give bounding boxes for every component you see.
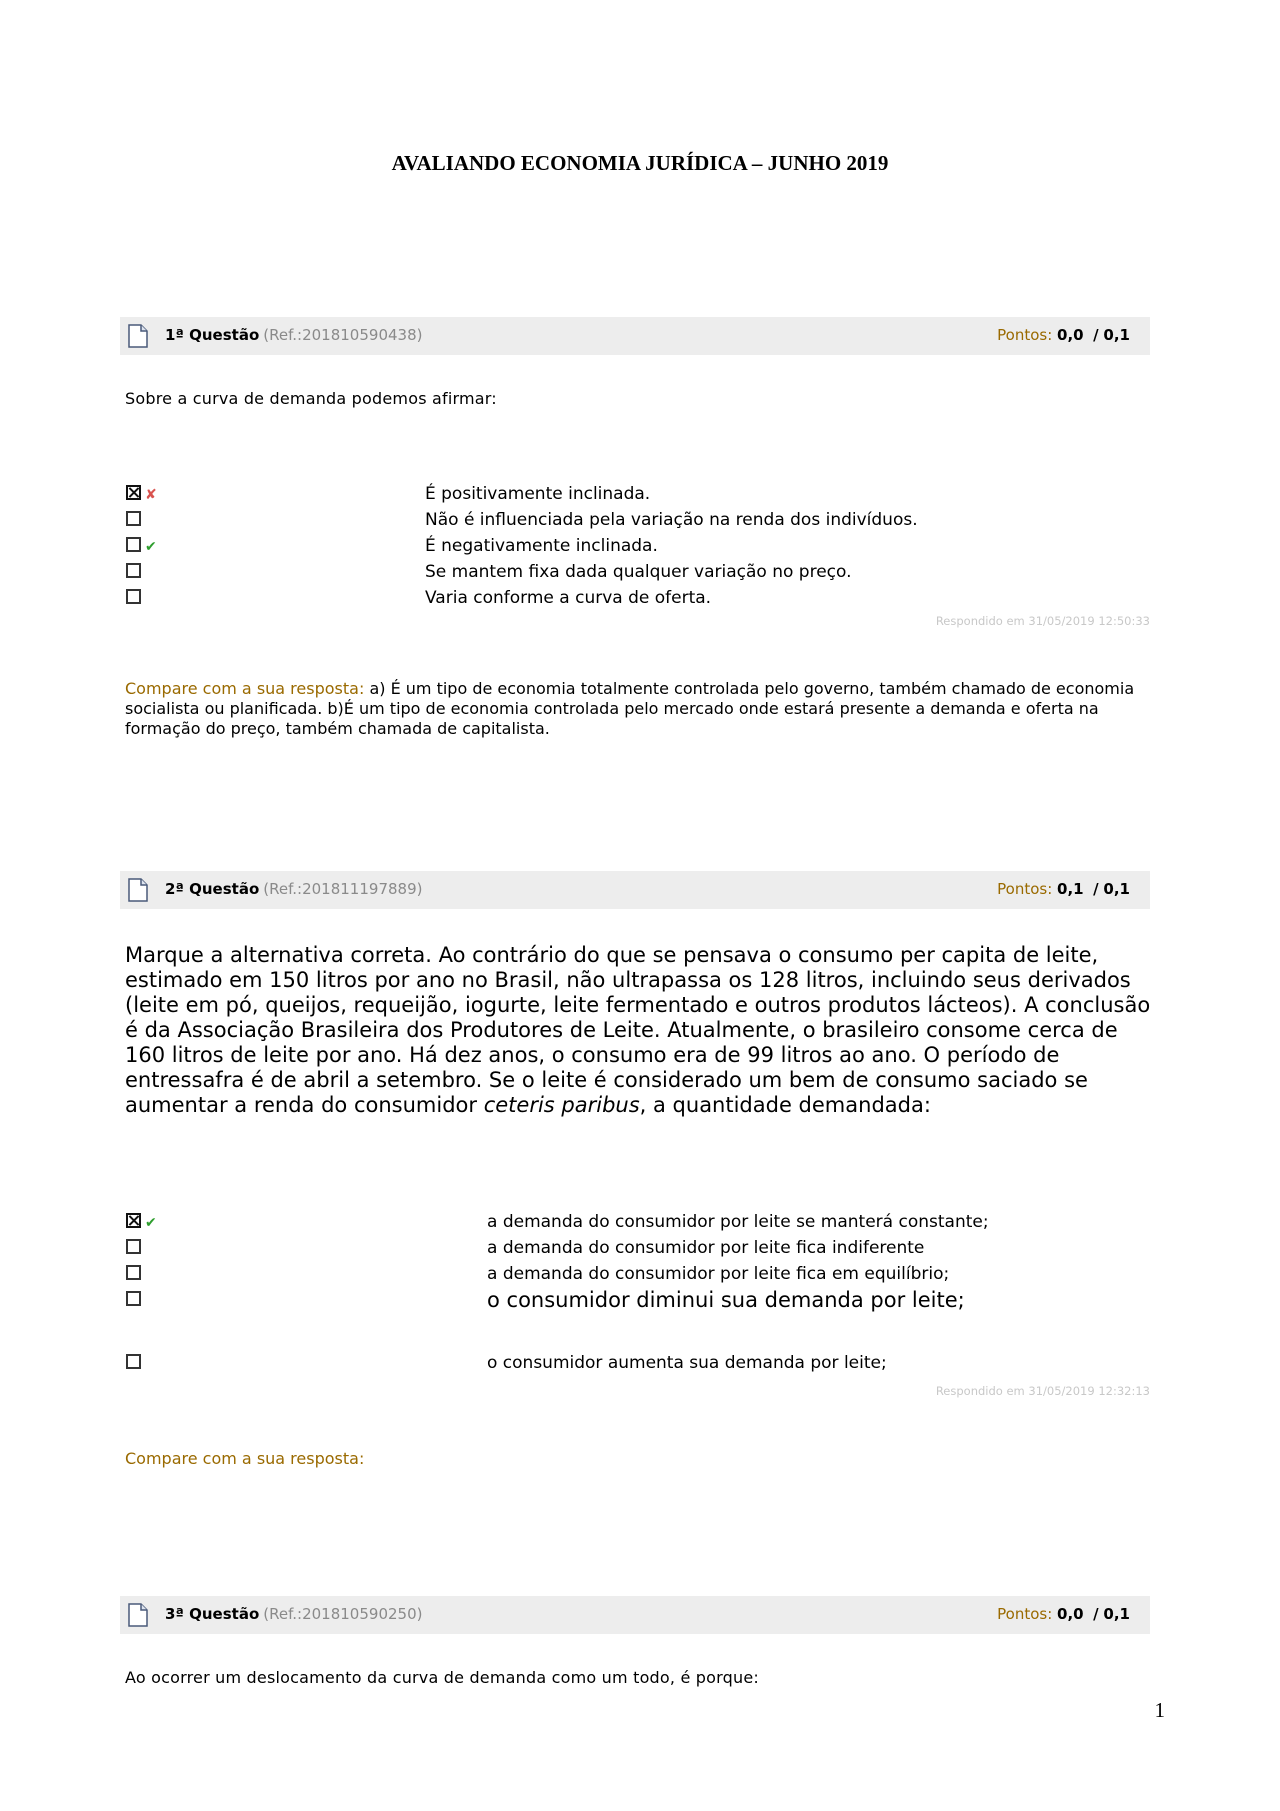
- option-text: Varia conforme a curva de oferta.: [425, 588, 712, 608]
- option-checkbox[interactable]: [126, 563, 141, 578]
- option-text: É negativamente inclinada.: [425, 536, 658, 556]
- option-text: a demanda do consumidor por leite se manterá constante;: [487, 1212, 989, 1232]
- document-icon: [128, 324, 148, 352]
- correct-mark-icon: ✔: [145, 1215, 157, 1231]
- wrong-mark-icon: ✘: [145, 487, 157, 503]
- question-3-header: [120, 1596, 1150, 1634]
- question-statement: Sobre a curva de demanda podemos afirmar:: [125, 389, 497, 408]
- option-checkbox[interactable]: [126, 1354, 141, 1369]
- question-number: 1ª Questão (Ref.:201810590438): [165, 326, 423, 344]
- option-checkbox[interactable]: [126, 589, 141, 604]
- answered-timestamp: Respondido em 31/05/2019 12:32:13: [935, 1384, 1150, 1398]
- option-text: Se mantem fixa dada qualquer variação no preço.: [425, 562, 852, 582]
- option-text: o consumidor aumenta sua demanda por leite;: [487, 1353, 887, 1373]
- question-ref: (Ref.:201810590438): [263, 326, 423, 344]
- page-number: 1: [1154, 1698, 1165, 1722]
- question-number: 3ª Questão (Ref.:201810590250): [165, 1605, 423, 1623]
- compare-label: Compare com a sua resposta:: [125, 679, 365, 698]
- compare-label: Compare com a sua resposta:: [125, 1449, 365, 1468]
- option-checkbox[interactable]: [126, 1239, 141, 1254]
- question-1-header: [120, 317, 1150, 355]
- question-score: Pontos: 0,1 / 0,1: [997, 880, 1130, 898]
- compare-answer: [125, 679, 1135, 739]
- correct-mark-icon: ✔: [145, 539, 157, 555]
- option-text: a demanda do consumidor por leite fica indiferente: [487, 1238, 925, 1258]
- compare-text: a) É um tipo de economia totalmente controlada pelo governo, também chamado de economia socialista ou planificada. b)É um tipo de economia controlada pelo mercado onde estará presente a demanda e oferta na formação do preço, também chamada de capitalista.: [125, 679, 1135, 738]
- question-statement: Marque a alternativa correta. Ao contrário do que se pensava o consumo per capita de leite, estimado em 150 litros por ano no Brasil, não ultrapassa os 128 litros, incluindo seus derivados (leite em pó, queijos, requeijão, iogurte, leite fermentado e outros produtos lácteos). A conclusão é da Associação Brasileira dos Produtores de Leite. Atualmente, o brasileiro consome cerca de 160 litros de leite por ano. Há dez anos, o consumo era de 99 litros ao ano. O período de entressafra é de abril a setembro. Se o leite é considerado um bem de consumo saciado se aumentar a renda do consumidor ceteris paribus, a quantidade demandada:: [125, 943, 1151, 1117]
- answered-timestamp: Respondido em 31/05/2019 12:50:33: [935, 614, 1150, 628]
- compare-answer: [125, 1449, 1135, 1469]
- question-2-header: [120, 871, 1150, 909]
- question-ref: (Ref.:201810590250): [263, 1605, 423, 1623]
- document-icon: [128, 1603, 148, 1631]
- option-text: a demanda do consumidor por leite fica em equilíbrio;: [487, 1264, 950, 1284]
- option-checkbox[interactable]: [126, 511, 141, 526]
- option-checkbox[interactable]: [126, 1213, 141, 1228]
- question-statement: Ao ocorrer um deslocamento da curva de demanda como um todo, é porque:: [125, 1668, 759, 1687]
- question-ref: (Ref.:201811197889): [263, 880, 423, 898]
- question-score: Pontos: 0,0 / 0,1: [997, 326, 1130, 344]
- option-checkbox[interactable]: [126, 1291, 141, 1306]
- document-icon: [128, 878, 148, 906]
- option-checkbox[interactable]: [126, 1265, 141, 1280]
- option-text: Não é influenciada pela variação na renda dos indivíduos.: [425, 510, 918, 530]
- option-text: o consumidor diminui sua demanda por leite;: [487, 1288, 965, 1312]
- question-score: Pontos: 0,0 / 0,1: [997, 1605, 1130, 1623]
- option-checkbox[interactable]: [126, 537, 141, 552]
- option-checkbox[interactable]: [126, 485, 141, 500]
- document-title: AVALIANDO ECONOMIA JURÍDICA – JUNHO 2019: [391, 151, 889, 175]
- option-text: É positivamente inclinada.: [425, 484, 651, 504]
- question-number: 2ª Questão (Ref.:201811197889): [165, 880, 423, 898]
